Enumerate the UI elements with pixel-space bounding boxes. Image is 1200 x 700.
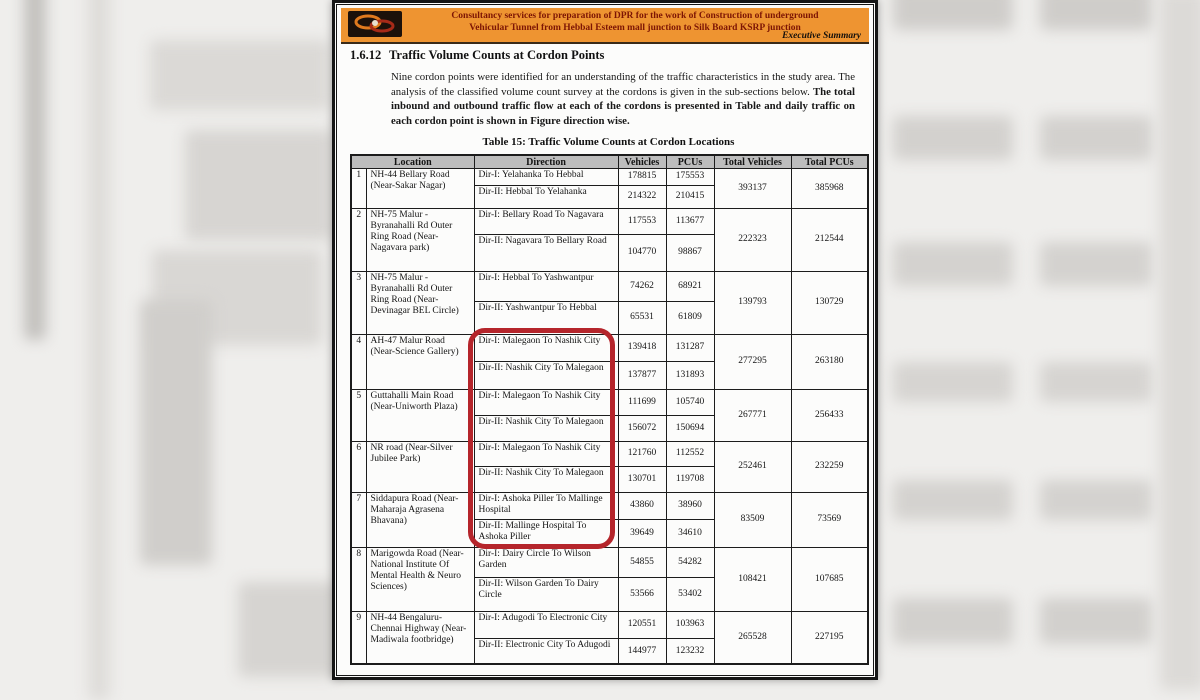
section-title: Traffic Volume Counts at Cordon Points — [389, 48, 605, 62]
vehicles-cell: 65531 — [618, 301, 666, 334]
report-title-line1: Consultancy services for preparation of DPR for the work of Construction of underground — [451, 11, 819, 21]
total-pcus-cell: 227195 — [791, 611, 868, 664]
background-blur-block — [1040, 480, 1152, 520]
location-cell: NH-44 Bellary Road (Near-Sakar Nagar) — [366, 168, 474, 208]
background-blur-block — [24, 0, 46, 340]
background-blur-block — [893, 116, 1013, 160]
pcus-cell: 54282 — [666, 547, 714, 577]
total-pcus-cell: 212544 — [791, 208, 868, 271]
background-blur-block — [1040, 598, 1152, 644]
intro-paragraph — [391, 70, 855, 128]
total-vehicles-cell: 222323 — [714, 208, 791, 271]
location-cell: Marigowda Road (Near-National Institute Of Mental Health & Neuro Sciences) — [366, 547, 474, 611]
total-vehicles-cell: 265528 — [714, 611, 791, 664]
background-blur-block — [1040, 116, 1152, 160]
location-cell: Siddapura Road (Near-Maharaja Agrasena Bhavana) — [366, 492, 474, 547]
vehicles-cell: 137877 — [618, 361, 666, 389]
total-pcus-cell: 107685 — [791, 547, 868, 611]
direction-cell: Dir-I: Hebbal To Yashwantpur — [474, 271, 618, 301]
pcus-cell: 113677 — [666, 208, 714, 234]
vehicles-cell: 74262 — [618, 271, 666, 301]
total-pcus-cell: 232259 — [791, 441, 868, 492]
background-blur-block — [1160, 0, 1200, 690]
direction-cell: Dir-II: Mallinge Hospital To Ashoka Piller — [474, 519, 618, 547]
row-number: 6 — [351, 441, 366, 492]
location-cell: NH-75 Malur - Byranahalli Rd Outer Ring Road (Near-Devinagar BEL Circle) — [366, 271, 474, 334]
col-header-total-vehicles: Total Vehicles — [714, 155, 791, 168]
direction-cell: Dir-I: Yelahanka To Hebbal — [474, 168, 618, 185]
direction-cell: Dir-I: Ashoka Piller To Mallinge Hospital — [474, 492, 618, 519]
pcus-cell: 68921 — [666, 271, 714, 301]
total-vehicles-cell: 252461 — [714, 441, 791, 492]
direction-cell: Dir-I: Bellary Road To Nagavara — [474, 208, 618, 234]
pcus-cell: 61809 — [666, 301, 714, 334]
total-pcus-cell: 73569 — [791, 492, 868, 547]
background-blur-block — [1040, 362, 1152, 402]
total-vehicles-cell: 267771 — [714, 389, 791, 441]
orange-banner — [341, 8, 869, 44]
table-title: Table 15: Traffic Volume Counts at Cordon Locations — [482, 136, 735, 149]
total-pcus-cell: 130729 — [791, 271, 868, 334]
direction-cell: Dir-II: Electronic City To Adugodi — [474, 638, 618, 664]
background-blur-block — [238, 582, 338, 677]
background-blur-block — [1040, 242, 1152, 286]
background-blur-block — [893, 480, 1013, 520]
table-row — [351, 441, 868, 492]
total-pcus-cell: 263180 — [791, 334, 868, 389]
location-cell: NH-75 Malur - Byranahalli Rd Outer Ring Road (Near-Nagavara park) — [366, 208, 474, 271]
pcus-cell: 112552 — [666, 441, 714, 466]
executive-summary-label: Executive Summary — [782, 31, 861, 41]
location-cell: AH-47 Malur Road (Near-Science Gallery) — [366, 334, 474, 389]
background-blur-block — [140, 300, 212, 565]
row-number: 1 — [351, 168, 366, 208]
vehicles-cell: 54855 — [618, 547, 666, 577]
vehicles-cell: 178815 — [618, 168, 666, 185]
pcus-cell: 105740 — [666, 389, 714, 415]
paragraph-normal-text: Nine cordon points were identified for an understanding of the traffic characteristics in the study area. The analysis of the classified volume count survey at the cordons is given in the sub-sections below. — [391, 71, 855, 98]
direction-cell: Dir-I: Dairy Circle To Wilson Garden — [474, 547, 618, 577]
direction-cell: Dir-II: Nashik City To Malegaon — [474, 415, 618, 441]
background-blur-block — [150, 40, 330, 110]
total-vehicles-cell: 108421 — [714, 547, 791, 611]
table-row — [351, 389, 868, 441]
row-number: 9 — [351, 611, 366, 664]
direction-cell: Dir-II: Nagavara To Bellary Road — [474, 234, 618, 271]
pcus-cell: 150694 — [666, 415, 714, 441]
vehicles-cell: 121760 — [618, 441, 666, 466]
direction-cell: Dir-I: Malegaon To Nashik City — [474, 334, 618, 361]
direction-cell: Dir-II: Nashik City To Malegaon — [474, 361, 618, 389]
pcus-cell: 131287 — [666, 334, 714, 361]
location-cell: NH-44 Bengaluru-Chennai Highway (Near-Madiwala footbridge) — [366, 611, 474, 664]
pcus-cell: 38960 — [666, 492, 714, 519]
paragraph-bold-text: The total inbound and outbound traffic flow at each of the cordons is presented in Table and daily traffic on each cordon point is shown in Figure direction wise. — [391, 85, 856, 127]
table-row — [351, 547, 868, 611]
vehicles-cell: 43860 — [618, 492, 666, 519]
col-header-pcus: PCUs — [666, 155, 714, 168]
vehicles-cell: 39649 — [618, 519, 666, 547]
vehicles-cell: 104770 — [618, 234, 666, 271]
direction-cell: Dir-I: Adugodi To Electronic City — [474, 611, 618, 638]
col-header-total-pcus: Total PCUs — [791, 155, 868, 168]
total-pcus-cell: 385968 — [791, 168, 868, 208]
pcus-cell: 34610 — [666, 519, 714, 547]
location-cell: Guttahalli Main Road (Near-Uniworth Plaza) — [366, 389, 474, 441]
row-number: 4 — [351, 334, 366, 389]
total-vehicles-cell: 393137 — [714, 168, 791, 208]
vehicles-cell: 214322 — [618, 185, 666, 208]
document-page — [332, 0, 878, 680]
background-blur-block — [893, 242, 1013, 286]
total-vehicles-cell: 83509 — [714, 492, 791, 547]
pcus-cell: 53402 — [666, 577, 714, 611]
table-row — [351, 271, 868, 334]
vehicles-cell: 111699 — [618, 389, 666, 415]
background-blur-block — [1040, 0, 1152, 30]
table-row — [351, 168, 868, 208]
direction-cell: Dir-II: Wilson Garden To Dairy Circle — [474, 577, 618, 611]
table-row — [351, 334, 868, 389]
pcus-cell: 98867 — [666, 234, 714, 271]
vehicles-cell: 120551 — [618, 611, 666, 638]
report-title-line2: Vehicular Tunnel from Hebbal Esteem mall junction to Silk Board KSRP junction — [469, 22, 801, 33]
vehicles-cell: 117553 — [618, 208, 666, 234]
vehicles-cell: 139418 — [618, 334, 666, 361]
pcus-cell: 175553 — [666, 168, 714, 185]
row-number: 8 — [351, 547, 366, 611]
col-header-vehicles: Vehicles — [618, 155, 666, 168]
section-number: 1.6.12 — [350, 48, 382, 62]
direction-cell: Dir-I: Malegaon To Nashik City — [474, 389, 618, 415]
location-cell: NR road (Near-Silver Jubilee Park) — [366, 441, 474, 492]
direction-cell: Dir-I: Malegaon To Nashik City — [474, 441, 618, 466]
direction-cell: Dir-II: Hebbal To Yelahanka — [474, 185, 618, 208]
section-heading — [350, 48, 865, 63]
background-blur-block — [893, 598, 1013, 644]
col-header-location: Location — [351, 155, 474, 168]
row-number: 7 — [351, 492, 366, 547]
total-vehicles-cell: 139793 — [714, 271, 791, 334]
row-number: 5 — [351, 389, 366, 441]
table-row — [351, 208, 868, 271]
total-pcus-cell: 256433 — [791, 389, 868, 441]
traffic-volume-table — [350, 154, 869, 665]
background-blur-block — [185, 130, 333, 240]
total-vehicles-cell: 277295 — [714, 334, 791, 389]
vehicles-cell: 144977 — [618, 638, 666, 664]
logo-image — [348, 11, 402, 37]
vehicles-cell: 53566 — [618, 577, 666, 611]
background-blur-block — [893, 0, 1013, 30]
row-number: 3 — [351, 271, 366, 334]
pcus-cell: 123232 — [666, 638, 714, 664]
vehicles-cell: 130701 — [618, 466, 666, 492]
table-row — [351, 492, 868, 547]
row-number: 2 — [351, 208, 366, 271]
background-blur-block — [88, 0, 110, 700]
pcus-cell: 131893 — [666, 361, 714, 389]
vehicles-cell: 156072 — [618, 415, 666, 441]
col-header-direction: Direction — [474, 155, 618, 168]
table-row — [351, 611, 868, 664]
background-blur-block — [893, 362, 1013, 402]
pcus-cell: 119708 — [666, 466, 714, 492]
pcus-cell: 210415 — [666, 185, 714, 208]
pcus-cell: 103963 — [666, 611, 714, 638]
direction-cell: Dir-II: Nashik City To Malegaon — [474, 466, 618, 492]
direction-cell: Dir-II: Yashwantpur To Hebbal — [474, 301, 618, 334]
